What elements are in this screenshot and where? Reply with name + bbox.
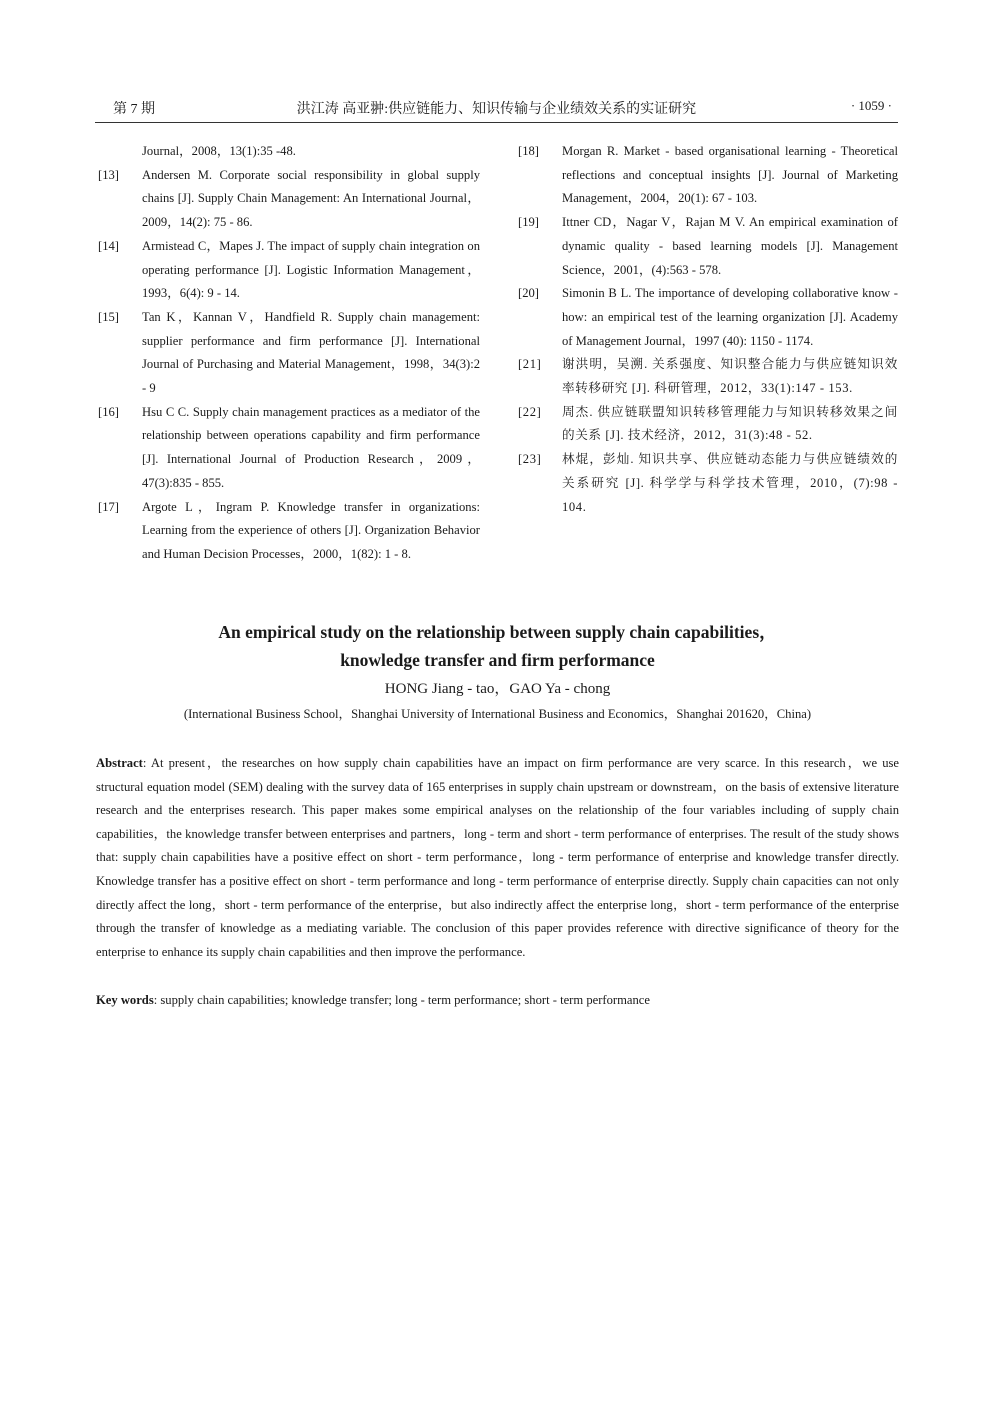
affiliation: (International Business School，Shanghai University of International Business and Economics，Shanghai 201620，China) [183,707,812,721]
reference-number: [19] [518,215,539,230]
reference-text: Morgan R. Market - based organisational learning - Theoretical reflections and conceptual insights [J]. Journal of Marketing Management，2004，20(1): 67 - 103. [562,144,898,206]
abstract [96,752,899,964]
running-header [95,96,898,123]
keywords-text: : supply chain capabilities; knowledge transfer; long - term performance; short - term performance [153,993,650,1007]
authors: HONG Jiang - tao，GAO Ya - chong [384,681,611,697]
reference-number: [22] [518,404,542,419]
abstract-text: : At present，the researches on how supply chain capabilities have an impact on firm performance are very scarce. In this research，we use structural equation model (SEM) dealing with the survey data of 165 enterprises in supply chain upstream or downstream，on the basis of extensive literature research and the enterprises research. This paper makes some empirical analyses on the relationship of the four variables including of supply chain capabilities，the knowledge transfer between enterprises and partners，long - term and short - term performance of enterprises. The result of the study shows that: supply chain capabilities have a positive effect on short - term performance，long - term performance of enterprise and knowledge transfer directly. Knowledge transfer has a positive effect on short - term performance and long - term performance of enterprise directly. Supply chain capacities can not only directly affect the long，short - term performance of the enterprise，but also indirectly affect the enterprise long，short - term performance of the enterprise through the transfer of knowledge as a mediating variable. The conclusion of this paper provides reference with directive significance of theory for the enterprise to enhance its supply chain capabilities and then improve the performance. [96,756,899,959]
reference-item [516,140,898,211]
reference-number: [21] [518,357,542,372]
reference-text: Andersen M. Corporate social responsibility in global supply chains [J]. Supply Chain Management: An International Journal，2009，14(2): 75 - 86. [142,167,480,230]
reference-text: 周杰. 供应链联盟知识转移管理能力与知识转移效果之间的关系 [J]. 技术经济，2012，31(3):48 - 52. [562,404,898,443]
reference-item [516,401,898,448]
reference-text: Tan K，Kannan V，Handfield R. Supply chain management: supplier performance and firm performance [J]. International Journal of Purchasing and Material Management，1998，34(3):2 - 9 [142,309,480,396]
reference-item [96,140,480,164]
keywords [96,989,899,1013]
reference-item [516,211,898,282]
reference-text: 林焜，彭灿. 知识共享、供应链动态能力与供应链绩效的关系研究 [J]. 科学学与科学技术管理，2010，(7):98 - 104. [562,452,898,514]
reference-item [96,306,480,401]
running-title: 洪江涛 高亚翀:供应链能力、知识传输与企业绩效关系的实证研究 [296,102,697,117]
reference-item [96,401,480,496]
reference-number: [14] [98,238,119,253]
issue-number: 第 7 期 [113,102,155,117]
reference-text: Ittner CD，Nagar V，Rajan M V. An empirical examination of dynamic quality - based learning models [J]. Management Science，2001，(4):563 - 578. [562,215,898,277]
abstract-label: Abstract [96,756,143,770]
reference-item [96,496,480,567]
reference-item [96,235,480,306]
reference-text: Argote L，Ingram P. Knowledge transfer in organizations: Learning from the experience of others [J]. Organization Behavior and Human Decision Processes，2000，1(82): 1 - 8. [142,499,480,561]
reference-number: [23] [518,452,542,467]
reference-number: [20] [518,286,539,301]
references-right-column [516,140,898,519]
reference-number: [16] [98,404,119,419]
reference-number: [15] [98,309,119,324]
reference-number: [17] [98,499,119,514]
english-title-line: An empirical study on the relationship between supply chain capabilities， [218,622,777,642]
english-title [96,618,899,674]
reference-text: Simonin B L. The importance of developing collaborative know - how: an empirical test of the learning organization [J]. Academy of Management Journal，1997 (40): 1150 - 1174. [562,286,898,348]
reference-item [516,448,898,519]
page-number: · 1059 · [850,98,892,113]
references-left-column [96,140,480,567]
keywords-label: Key words [96,993,154,1007]
reference-number: [18] [518,144,539,158]
reference-item [516,282,898,353]
reference-item [516,353,898,400]
reference-number: [13] [98,167,119,182]
reference-text: Armistead C，Mapes J. The impact of supply chain integration on operating performance [J]. Logistic Information Management，1993，6(4): 9 - 14. [142,238,480,301]
english-title-line: knowledge transfer and firm performance [340,650,655,670]
reference-item [96,164,480,235]
reference-text: 谢洪明，吴溯. 关系强度、知识整合能力与供应链知识效率转移研究 [J]. 科研管理，2012，33(1):147 - 153. [562,357,898,396]
reference-text: Hsu C C. Supply chain management practices as a mediator of the relationship between operations capability and firm performance [J]. International Journal of Production Research，2009，47(3):835 - 855. [142,404,480,490]
reference-text: Journal，2008，13(1):35 -48. [142,144,296,158]
